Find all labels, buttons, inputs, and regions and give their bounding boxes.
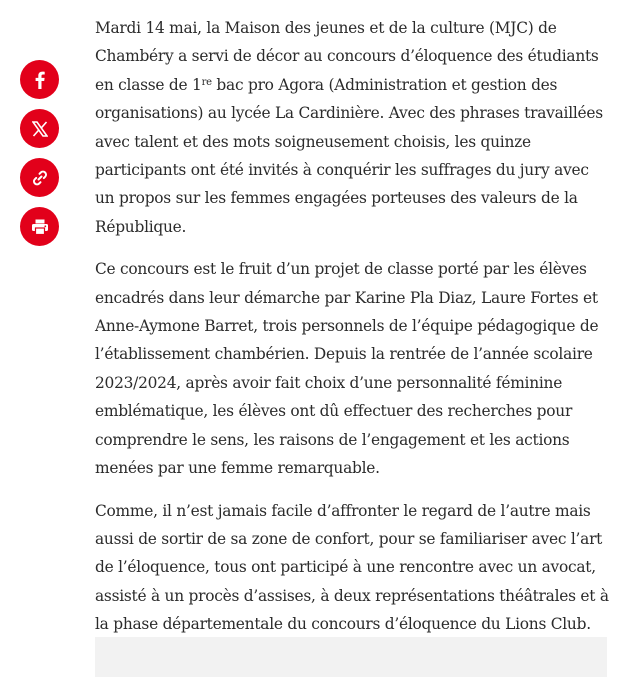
article-paragraph: Ce concours est le fruit d’un projet de classe porté par les élèves encadrés dans leur démarche par Karine Pla Diaz, Laure Fortes et Anne-Aymone Barret, trois personnels de l’équipe pédagogique de l’établissement chambérien. Depuis la rentrée de l’année scolaire 2023/2024, après avoir fait choix d’une personnalité féminine emblématique, les élèves ont dû effectuer des recherches pour comprendre le sens, les raisons de l’engagement et les actions menées par une femme remarquable. bbox=[95, 260, 599, 478]
embedded-content-placeholder bbox=[95, 637, 607, 677]
copy-link-button[interactable] bbox=[20, 158, 59, 197]
x-icon bbox=[32, 121, 48, 137]
facebook-icon bbox=[35, 71, 45, 89]
print-icon bbox=[31, 219, 49, 235]
ordinal-superscript: re bbox=[201, 76, 212, 88]
share-bar bbox=[20, 60, 60, 256]
share-facebook-button[interactable] bbox=[20, 60, 59, 99]
article-body bbox=[95, 14, 610, 653]
print-button[interactable] bbox=[20, 207, 59, 246]
paragraph-text: bac pro Agora (Administration et gestion des organisations) au lycée La Cardinière. Avec des phrases travaillées avec talent et des mots soigneusement choisis, les quinze participants ont été invités à conquérir les suffrages du jury avec un propos sur les femmes engagées porteuses des valeurs de la République. bbox=[95, 75, 603, 236]
article-paragraph: Comme, il n’est jamais facile d’affronter le regard de l’autre mais aussi de sortir de sa zone de confort, pour se familiariser avec l’art de l’éloquence, tous ont participé à une rencontre avec un avocat, assisté à un procès d’assises, à deux représentations théâtrales et à la phase départementale du concours d’éloquence du Lions Club. bbox=[95, 501, 609, 634]
paragraph-text: Mardi 14 mai, la Maison des jeunes et de la culture (MJC) de Chambéry a servi de décor au concours d’éloquence des étudiants en classe de 1 bbox=[95, 19, 599, 94]
article-paragraph bbox=[95, 14, 610, 241]
link-icon bbox=[31, 169, 49, 187]
share-x-button[interactable] bbox=[20, 109, 59, 148]
